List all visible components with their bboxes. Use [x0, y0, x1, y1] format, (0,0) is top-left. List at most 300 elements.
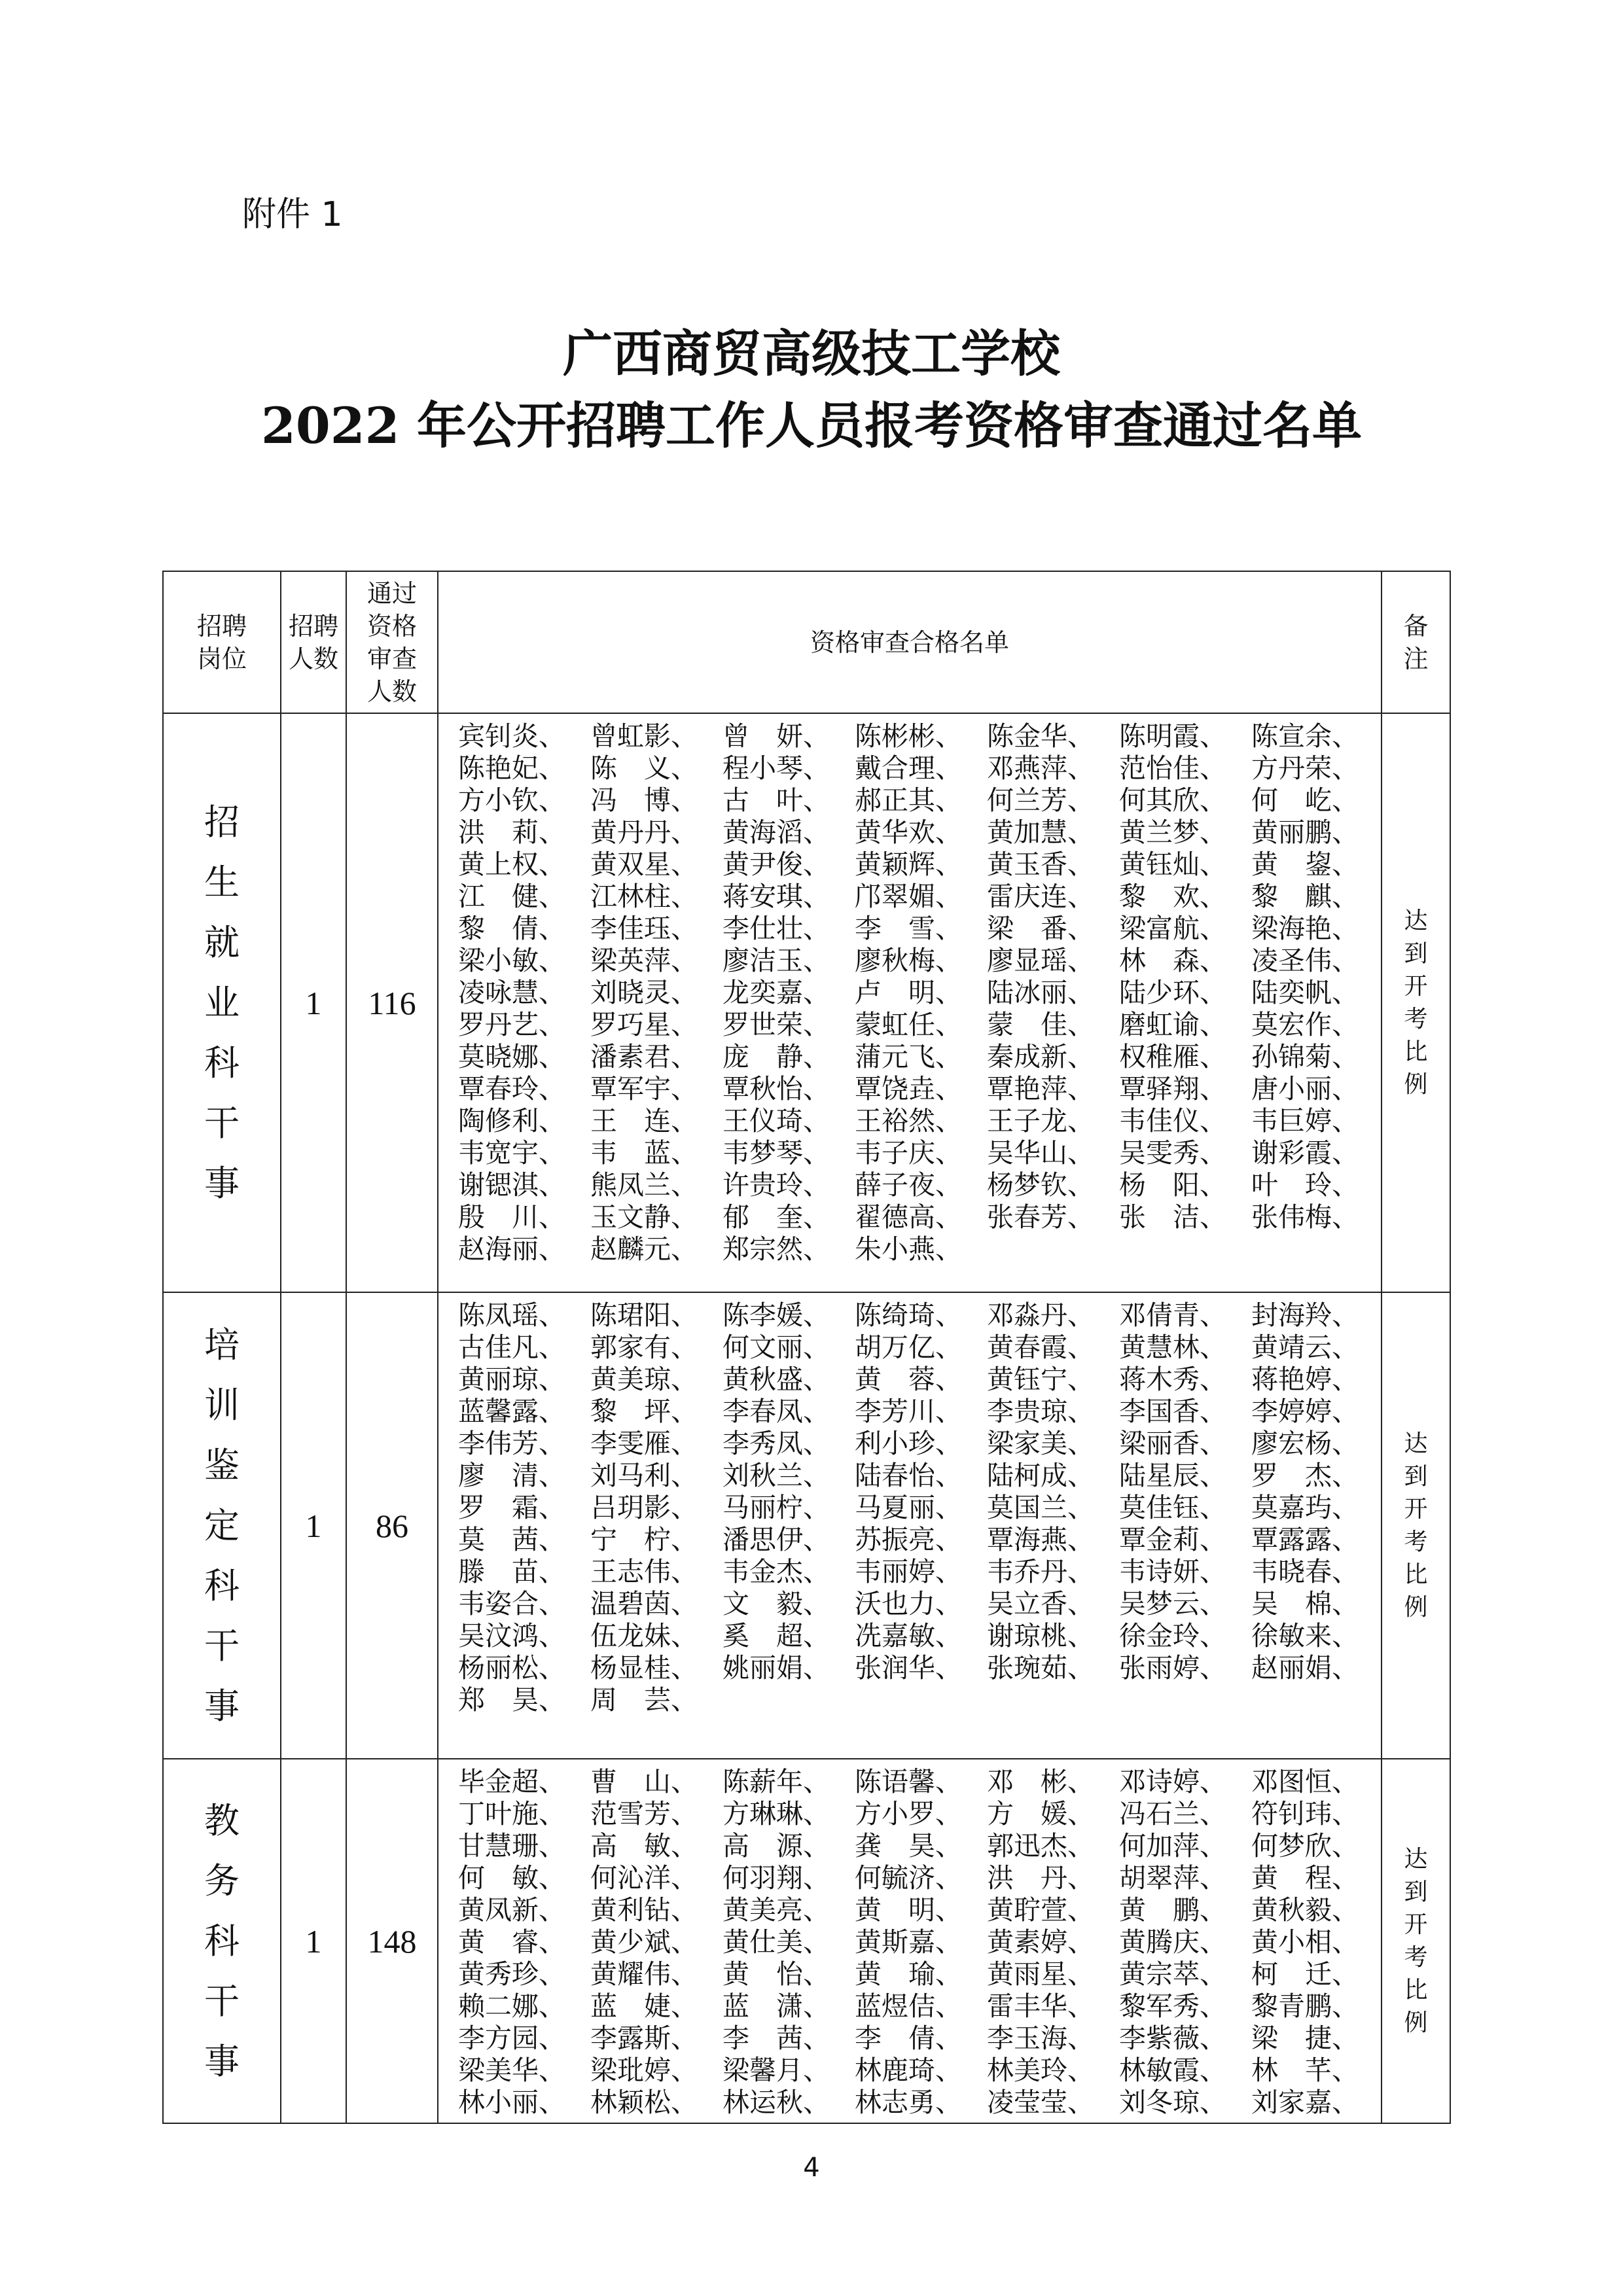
candidate-name: 古佳凡、	[458, 1332, 565, 1363]
candidate-name: 莫宏作、	[1251, 1009, 1359, 1040]
name-row	[458, 1588, 1381, 1620]
name-row	[458, 1926, 1381, 1958]
candidate-name: 罗丹艺、	[458, 1009, 565, 1040]
recruit-count-cell: 1	[281, 713, 346, 1292]
candidate-name: 蓝 潇、	[722, 1990, 830, 2022]
candidate-name: 方丹荣、	[1251, 752, 1359, 784]
candidate-name: 林鹿琦、	[855, 2055, 962, 2086]
candidate-name: 韦丽婷、	[855, 1556, 962, 1587]
candidate-name: 蒋艳婷、	[1251, 1364, 1359, 1395]
candidate-name: 吴华山、	[987, 1137, 1094, 1169]
candidate-name: 蒲元飞、	[855, 1041, 962, 1072]
candidate-name: 覃金莉、	[1119, 1524, 1226, 1555]
candidate-name: 何 屹、	[1251, 785, 1359, 816]
name-row	[458, 1201, 1381, 1233]
candidate-name: 陆少环、	[1119, 977, 1226, 1008]
candidate-name: 覃驿翔、	[1119, 1073, 1226, 1104]
page-number: 4	[803, 2153, 820, 2183]
name-row	[458, 1830, 1381, 1862]
candidate-name: 凌咏慧、	[458, 977, 565, 1008]
candidate-name: 高 源、	[722, 1830, 830, 1862]
candidate-name: 王子龙、	[987, 1105, 1094, 1137]
candidate-name: 廖宏杨、	[1251, 1428, 1359, 1459]
candidate-name: 王志伟、	[590, 1556, 698, 1587]
candidate-name: 莫佳钰、	[1119, 1492, 1226, 1523]
candidate-name: 梁家美、	[987, 1428, 1094, 1459]
candidate-name: 谢锶淇、	[458, 1169, 565, 1201]
candidate-name: 陈凤瑶、	[458, 1299, 565, 1331]
candidate-name: 吴汶鸿、	[458, 1620, 565, 1651]
candidate-name: 陈珺阳、	[590, 1299, 698, 1331]
candidate-name: 古 叶、	[722, 785, 830, 816]
candidate-name: 黄兰梦、	[1119, 817, 1226, 848]
candidate-name: 苏振亮、	[855, 1524, 962, 1555]
position-cell: 招生就业科干事	[163, 713, 281, 1292]
candidate-name: 覃艳萍、	[987, 1073, 1094, 1104]
candidate-name: 滕 苗、	[458, 1556, 565, 1587]
name-list-cell	[438, 1292, 1382, 1759]
candidate-name: 赵麟元、	[590, 1233, 698, 1265]
name-row	[458, 849, 1381, 881]
remark-cell: 达到开考比例	[1382, 713, 1450, 1292]
candidate-name: 黄宗萃、	[1119, 1958, 1226, 1990]
candidate-name: 陈宣余、	[1251, 720, 1359, 752]
candidate-name: 李雯雁、	[590, 1428, 698, 1459]
candidate-name: 刘秋兰、	[722, 1460, 830, 1491]
candidate-name: 毕金超、	[458, 1766, 565, 1797]
candidate-name: 黄少斌、	[590, 1926, 698, 1958]
candidate-name: 黄利钻、	[590, 1894, 698, 1926]
name-row	[458, 1396, 1381, 1428]
candidate-name: 罗 杰、	[1251, 1460, 1359, 1491]
candidate-name: 黄钰宁、	[987, 1364, 1094, 1395]
candidate-name: 玉文静、	[590, 1201, 698, 1233]
candidate-name: 龚 昊、	[855, 1830, 962, 1862]
candidate-name: 梁海艳、	[1251, 913, 1359, 944]
candidate-name: 邓 彬、	[987, 1766, 1094, 1797]
candidate-name: 陆柯成、	[987, 1460, 1094, 1491]
candidate-name: 黄 蓉、	[855, 1364, 962, 1395]
attachment-label: 附件 1	[242, 195, 343, 234]
name-row	[458, 1798, 1381, 1830]
candidate-name: 李秀凤、	[722, 1428, 830, 1459]
candidate-name: 马丽柠、	[722, 1492, 830, 1523]
candidate-name: 黎 欢、	[1119, 881, 1226, 912]
candidate-name: 黄仕美、	[722, 1926, 830, 1958]
candidate-name: 邓诗婷、	[1119, 1766, 1226, 1797]
candidate-name: 李方园、	[458, 2022, 565, 2054]
candidate-name: 黄素婷、	[987, 1926, 1094, 1958]
passed-count-cell: 148	[346, 1759, 438, 2123]
candidate-name: 陈薪年、	[722, 1766, 830, 1797]
candidate-name: 刘马利、	[590, 1460, 698, 1491]
candidate-name: 罗巧星、	[590, 1009, 698, 1040]
recruit-count-cell: 1	[281, 1759, 346, 2123]
candidate-name: 曾虹影、	[590, 720, 698, 752]
candidate-name: 郁 奎、	[722, 1201, 830, 1233]
header-row	[163, 571, 1450, 713]
candidate-name: 邝翠媚、	[855, 881, 962, 912]
candidate-name: 范雪芳、	[590, 1798, 698, 1829]
candidate-name: 李 茜、	[722, 2022, 830, 2054]
name-row	[458, 977, 1381, 1009]
name-row	[458, 817, 1381, 849]
candidate-name: 谢琼桃、	[987, 1620, 1094, 1651]
candidate-name: 伍龙妹、	[590, 1620, 698, 1651]
candidate-name: 莫嘉玙、	[1251, 1492, 1359, 1523]
candidate-name: 丁叶施、	[458, 1798, 565, 1829]
candidate-name: 赵海丽、	[458, 1233, 565, 1265]
name-row	[458, 1233, 1381, 1265]
candidate-name: 黄腾庆、	[1119, 1926, 1226, 1958]
candidate-name: 陆冰丽、	[987, 977, 1094, 1008]
candidate-name: 何兰芳、	[987, 785, 1094, 816]
name-row	[458, 1862, 1381, 1894]
candidate-name: 陈李媛、	[722, 1299, 830, 1331]
candidate-name: 罗世荣、	[722, 1009, 830, 1040]
candidate-name: 邓燕萍、	[987, 752, 1094, 784]
candidate-name: 唐小丽、	[1251, 1073, 1359, 1104]
candidate-name: 黄颖辉、	[855, 849, 962, 880]
candidate-name: 覃露露、	[1251, 1524, 1359, 1555]
candidate-name: 林颖松、	[590, 2087, 698, 2118]
candidate-name: 黄美琼、	[590, 1364, 698, 1395]
candidate-name: 杨梦钦、	[987, 1169, 1094, 1201]
name-row	[458, 1041, 1381, 1073]
candidate-name: 黄丽鹏、	[1251, 817, 1359, 848]
table-row	[163, 713, 1450, 1292]
candidate-name: 姚丽娟、	[722, 1652, 830, 1684]
candidate-name: 凌莹莹、	[987, 2087, 1094, 2118]
candidate-name: 李伟芳、	[458, 1428, 565, 1459]
candidate-name: 黎军秀、	[1119, 1990, 1226, 2022]
candidate-name: 雷丰华、	[987, 1990, 1094, 2022]
candidate-name: 黄秀珍、	[458, 1958, 565, 1990]
candidate-name: 梁小敏、	[458, 945, 565, 976]
name-row	[458, 1169, 1381, 1201]
candidate-name: 周 芸、	[590, 1684, 698, 1716]
candidate-name: 冯石兰、	[1119, 1798, 1226, 1829]
candidate-name: 黄 明、	[855, 1894, 962, 1926]
candidate-name: 沃也力、	[855, 1588, 962, 1619]
candidate-name: 何文丽、	[722, 1332, 830, 1363]
candidate-name: 刘家嘉、	[1251, 2087, 1359, 2118]
candidate-name: 陆春怡、	[855, 1460, 962, 1491]
candidate-name: 冯 博、	[590, 785, 698, 816]
name-row	[458, 1766, 1381, 1798]
candidate-name: 蓝馨露、	[458, 1396, 565, 1427]
candidate-name: 林 森、	[1119, 945, 1226, 976]
name-row	[458, 1332, 1381, 1364]
candidate-name: 黄春霞、	[987, 1332, 1094, 1363]
candidate-name: 温碧茵、	[590, 1588, 698, 1619]
candidate-name: 梁丽香、	[1119, 1428, 1226, 1459]
candidate-name: 梁富航、	[1119, 913, 1226, 944]
candidate-name: 刘冬琼、	[1119, 2087, 1226, 2118]
candidate-name: 韦佳仪、	[1119, 1105, 1226, 1137]
candidate-name: 林 芊、	[1251, 2055, 1359, 2086]
candidate-name: 张润华、	[855, 1652, 962, 1684]
candidate-name: 黄华欢、	[855, 817, 962, 848]
candidate-name: 廖 清、	[458, 1460, 565, 1491]
candidate-name: 方琳琳、	[722, 1798, 830, 1829]
remark-cell: 达到开考比例	[1382, 1759, 1450, 2123]
candidate-name: 洪 莉、	[458, 817, 565, 848]
candidate-name: 覃秋怡、	[722, 1073, 830, 1104]
candidate-name: 利小珍、	[855, 1428, 962, 1459]
name-row	[458, 1990, 1381, 2022]
name-row	[458, 1009, 1381, 1041]
candidate-name: 雷庆连、	[987, 881, 1094, 912]
candidate-name: 胡翠萍、	[1119, 1862, 1226, 1894]
candidate-name: 张 洁、	[1119, 1201, 1226, 1233]
candidate-name: 江 健、	[458, 881, 565, 912]
candidate-name: 黎 麒、	[1251, 881, 1359, 912]
candidate-name: 覃春玲、	[458, 1073, 565, 1104]
candidate-name: 韦晓春、	[1251, 1556, 1359, 1587]
name-row	[458, 720, 1381, 752]
candidate-name: 廖显瑶、	[987, 945, 1094, 976]
name-row	[458, 1492, 1381, 1524]
candidate-name: 柯 迁、	[1251, 1958, 1359, 1990]
candidate-name: 梁英萍、	[590, 945, 698, 976]
candidate-name: 黄秋毅、	[1251, 1894, 1359, 1926]
candidate-name: 何 敏、	[458, 1862, 565, 1894]
candidate-name: 张雨婷、	[1119, 1652, 1226, 1684]
candidate-name: 黄 睿、	[458, 1926, 565, 1958]
candidate-name: 李仕壮、	[722, 913, 830, 944]
candidate-name: 林美玲、	[987, 2055, 1094, 2086]
passed-count-cell: 116	[346, 713, 438, 1292]
candidate-name: 杨丽松、	[458, 1652, 565, 1684]
candidate-name: 蓝煜佶、	[855, 1990, 962, 2022]
candidate-name: 杨显桂、	[590, 1652, 698, 1684]
name-row	[458, 1428, 1381, 1460]
candidate-name: 江林柱、	[590, 881, 698, 912]
candidate-name: 韦巨婷、	[1251, 1105, 1359, 1137]
candidate-name: 孙锦菊、	[1251, 1041, 1359, 1072]
name-row	[458, 1894, 1381, 1926]
candidate-name: 黄海滔、	[722, 817, 830, 848]
name-row	[458, 913, 1381, 945]
candidate-name: 陈语馨、	[855, 1766, 962, 1797]
candidate-name: 韦 蓝、	[590, 1137, 698, 1169]
candidate-name: 李佳珏、	[590, 913, 698, 944]
name-list-cell	[438, 713, 1382, 1292]
candidate-name: 赵丽娟、	[1251, 1652, 1359, 1684]
candidate-name: 廖洁玉、	[722, 945, 830, 976]
candidate-name: 覃海燕、	[987, 1524, 1094, 1555]
candidate-name: 徐敏来、	[1251, 1620, 1359, 1651]
candidate-name: 郭迅杰、	[987, 1830, 1094, 1862]
candidate-name: 罗 霜、	[458, 1492, 565, 1523]
candidate-name: 吴梦云、	[1119, 1588, 1226, 1619]
header-passed-count: 通过资格审查人数	[346, 571, 438, 713]
candidate-name: 曹 山、	[590, 1766, 698, 1797]
candidate-name: 覃军宇、	[590, 1073, 698, 1104]
candidate-name: 封海羚、	[1251, 1299, 1359, 1331]
name-row	[458, 1620, 1381, 1652]
candidate-name: 吴立香、	[987, 1588, 1094, 1619]
candidate-name: 黄钰灿、	[1119, 849, 1226, 880]
name-row	[458, 2022, 1381, 2055]
candidate-name: 马夏丽、	[855, 1492, 962, 1523]
candidate-name: 黄秋盛、	[722, 1364, 830, 1395]
candidate-name: 黄慧林、	[1119, 1332, 1226, 1363]
candidate-name: 甘慧珊、	[458, 1830, 565, 1862]
candidate-name: 黄 程、	[1251, 1862, 1359, 1894]
name-row	[458, 1137, 1381, 1169]
candidate-name: 黄聍萱、	[987, 1894, 1094, 1926]
candidate-name: 黄上权、	[458, 849, 565, 880]
candidate-name: 陶修利、	[458, 1105, 565, 1137]
candidate-name: 叶 玲、	[1251, 1169, 1359, 1201]
name-row	[458, 1958, 1381, 1990]
candidate-name: 方小罗、	[855, 1798, 962, 1829]
candidate-name: 邓淼丹、	[987, 1299, 1094, 1331]
candidate-name: 韦子庆、	[855, 1137, 962, 1169]
candidate-name: 程小琴、	[722, 752, 830, 784]
recruit-count-cell: 1	[281, 1292, 346, 1759]
candidate-name: 黄丹丹、	[590, 817, 698, 848]
candidate-name: 黎 坪、	[590, 1396, 698, 1427]
candidate-name: 梁 捷、	[1251, 2022, 1359, 2054]
candidate-name: 蓝 婕、	[590, 1990, 698, 2022]
table-row	[163, 1292, 1450, 1759]
candidate-name: 王 连、	[590, 1105, 698, 1137]
candidate-name: 何沁洋、	[590, 1862, 698, 1894]
candidate-name: 韦乔丹、	[987, 1556, 1094, 1587]
candidate-name: 李 雪、	[855, 913, 962, 944]
candidate-name: 黄小相、	[1251, 1926, 1359, 1958]
candidate-name: 范怡佳、	[1119, 752, 1226, 784]
candidate-name: 方 媛、	[987, 1798, 1094, 1829]
candidate-name: 潘思伊、	[722, 1524, 830, 1555]
candidate-name: 黄尹俊、	[722, 849, 830, 880]
candidate-name: 梁 番、	[987, 913, 1094, 944]
candidate-name: 冼嘉敏、	[855, 1620, 962, 1651]
position-cell: 培训鉴定科干事	[163, 1292, 281, 1759]
name-row	[458, 1364, 1381, 1396]
candidate-name: 陈金华、	[987, 720, 1094, 752]
candidate-name: 黄美亮、	[722, 1894, 830, 1926]
name-row	[458, 945, 1381, 977]
candidate-name: 龙奕嘉、	[722, 977, 830, 1008]
candidate-name: 高 敏、	[590, 1830, 698, 1862]
name-row	[458, 1652, 1381, 1684]
name-row	[458, 1556, 1381, 1588]
candidate-name: 黄 瑜、	[855, 1958, 962, 1990]
name-row	[458, 1299, 1381, 1332]
candidate-name: 黄加慧、	[987, 817, 1094, 848]
candidate-name: 陈艳妃、	[458, 752, 565, 784]
candidate-name: 陆奕帆、	[1251, 977, 1359, 1008]
candidate-name: 黄双星、	[590, 849, 698, 880]
document-subtitle: 2022 年公开招聘工作人员报考资格审查通过名单	[261, 397, 1362, 455]
candidate-name: 梁玭婷、	[590, 2055, 698, 2086]
name-row	[458, 2055, 1381, 2087]
candidate-name: 韦宽宇、	[458, 1137, 565, 1169]
candidate-name: 李露斯、	[590, 2022, 698, 2054]
candidate-name: 蒋木秀、	[1119, 1364, 1226, 1395]
candidate-name: 磨虹谕、	[1119, 1009, 1226, 1040]
candidate-name: 黄斯嘉、	[855, 1926, 962, 1958]
candidate-name: 韦梦琴、	[722, 1137, 830, 1169]
candidate-name: 何加萍、	[1119, 1830, 1226, 1862]
candidate-name: 李玉海、	[987, 2022, 1094, 2054]
candidate-name: 潘素君、	[590, 1041, 698, 1072]
candidate-name: 朱小燕、	[855, 1233, 962, 1265]
header-name-list: 资格审查合格名单	[438, 571, 1382, 713]
name-row	[458, 2087, 1381, 2119]
candidate-name: 张琬茹、	[987, 1652, 1094, 1684]
candidate-name: 吴雯秀、	[1119, 1137, 1226, 1169]
candidate-name: 杨 阳、	[1119, 1169, 1226, 1201]
candidate-name: 卢 明、	[855, 977, 962, 1008]
candidate-name: 黄凤新、	[458, 1894, 565, 1926]
candidate-name: 林敏霞、	[1119, 2055, 1226, 2086]
candidate-name: 李芳川、	[855, 1396, 962, 1427]
candidate-name: 黄雨星、	[987, 1958, 1094, 1990]
candidate-name: 殷 川、	[458, 1201, 565, 1233]
candidate-name: 许贵玲、	[722, 1169, 830, 1201]
candidate-name: 韦金杰、	[722, 1556, 830, 1587]
table-row	[163, 1759, 1450, 2123]
candidate-name: 宁 柠、	[590, 1524, 698, 1555]
candidate-name: 蒙虹任、	[855, 1009, 962, 1040]
candidate-name: 张春芳、	[987, 1201, 1094, 1233]
candidate-name: 方小钦、	[458, 785, 565, 816]
candidate-name: 吴 棉、	[1251, 1588, 1359, 1619]
candidate-name: 何其欣、	[1119, 785, 1226, 816]
name-row	[458, 1460, 1381, 1492]
candidate-name: 王裕然、	[855, 1105, 962, 1137]
candidate-name: 李国香、	[1119, 1396, 1226, 1427]
candidate-name: 胡万亿、	[855, 1332, 962, 1363]
document-title: 广西商贸高级技工学校	[563, 325, 1060, 383]
candidate-name: 陈绮琦、	[855, 1299, 962, 1331]
candidate-name: 陈彬彬、	[855, 720, 962, 752]
candidate-name: 何梦欣、	[1251, 1830, 1359, 1862]
candidate-name: 韦姿合、	[458, 1588, 565, 1619]
header-position: 招聘岗位	[163, 571, 281, 713]
candidate-name: 黄丽琼、	[458, 1364, 565, 1395]
candidate-name: 廖秋梅、	[855, 945, 962, 976]
passed-count-cell: 86	[346, 1292, 438, 1759]
candidate-name: 梁美华、	[458, 2055, 565, 2086]
candidate-name: 郭家有、	[590, 1332, 698, 1363]
candidate-name: 郑 昊、	[458, 1684, 565, 1716]
candidate-name: 黄 怡、	[722, 1958, 830, 1990]
candidate-name: 文 毅、	[722, 1588, 830, 1619]
candidate-name: 何羽翔、	[722, 1862, 830, 1894]
candidate-name: 李婷婷、	[1251, 1396, 1359, 1427]
name-row	[458, 1105, 1381, 1137]
candidate-name: 莫 茜、	[458, 1524, 565, 1555]
candidate-name: 蒋安琪、	[722, 881, 830, 912]
candidate-name: 奚 超、	[722, 1620, 830, 1651]
name-row	[458, 1524, 1381, 1556]
header-remark: 备注	[1382, 571, 1450, 713]
candidate-name: 权稚雁、	[1119, 1041, 1226, 1072]
candidate-name: 邓倩青、	[1119, 1299, 1226, 1331]
candidate-name: 李贵琼、	[987, 1396, 1094, 1427]
candidate-name: 林运秋、	[722, 2087, 830, 2118]
candidate-name: 黄玉香、	[987, 849, 1094, 880]
candidate-name: 黄靖云、	[1251, 1332, 1359, 1363]
name-row	[458, 1073, 1381, 1105]
name-list-cell	[438, 1759, 1382, 2123]
